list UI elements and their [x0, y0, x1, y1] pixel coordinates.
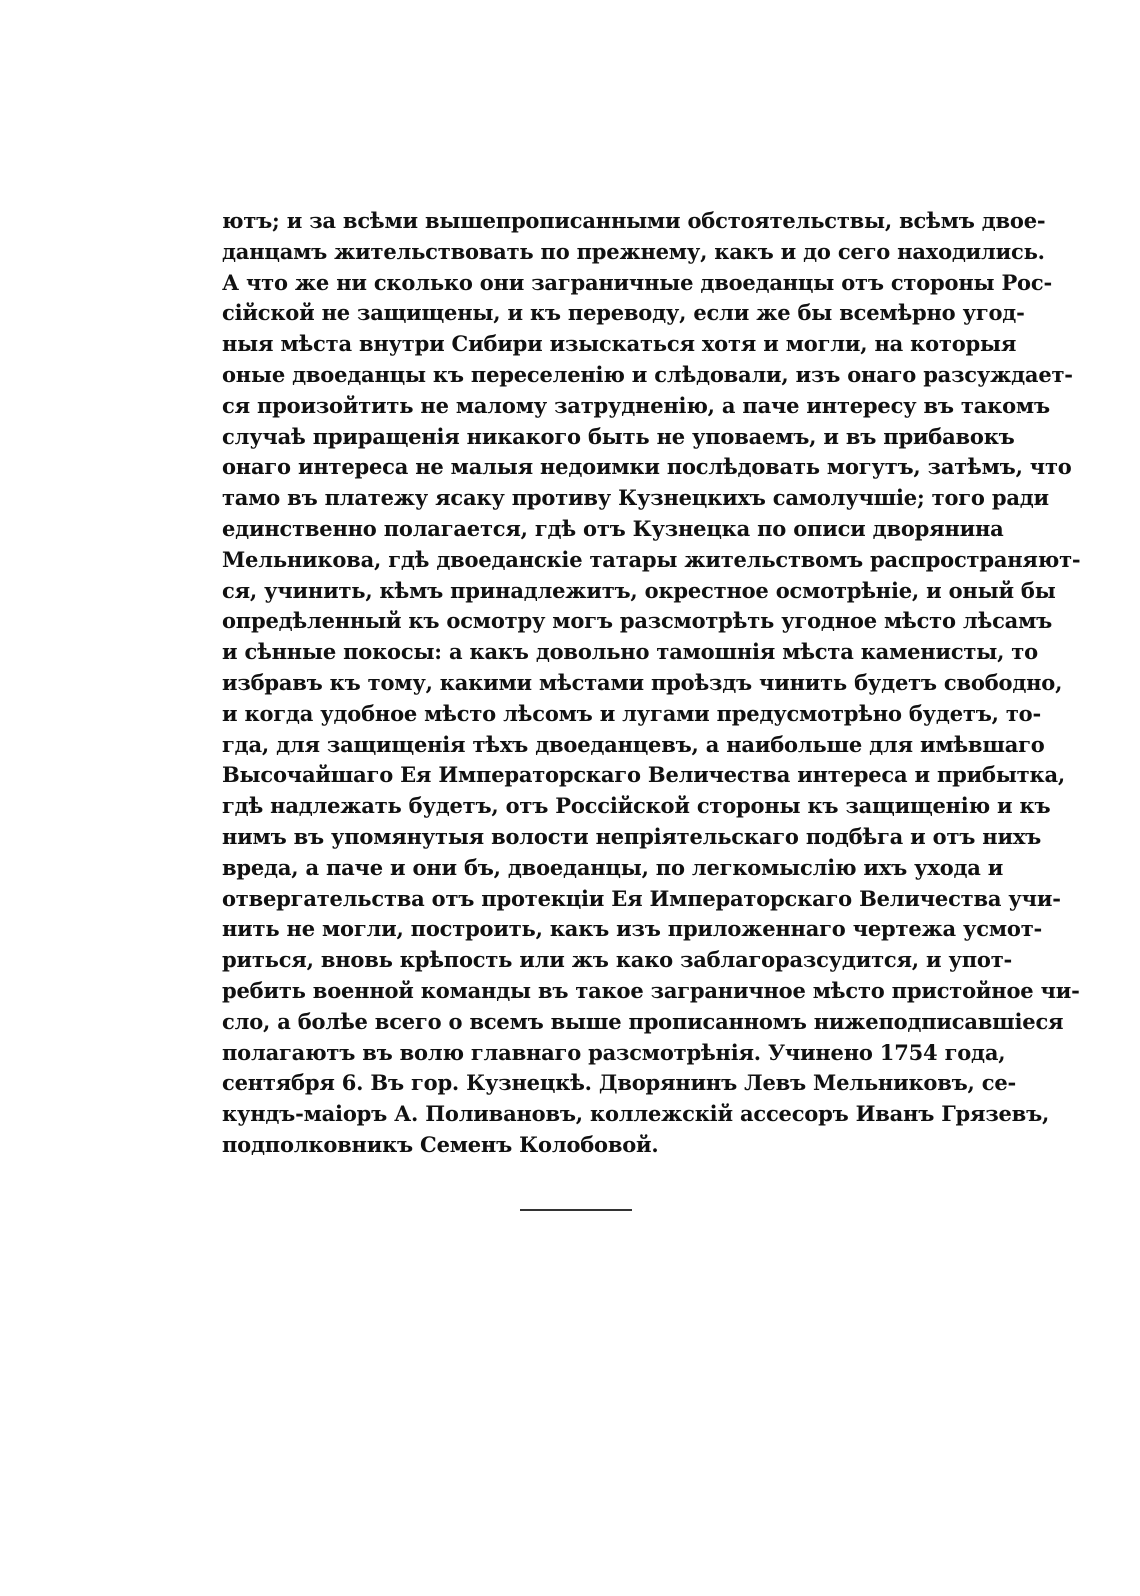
- text-line: гдѣ надлежать будетъ, отъ Россійской стороны къ защищенію и къ: [222, 793, 1051, 819]
- text-line: оные двоеданцы къ переселенію и слѣдовали, изъ онаго разсуждает-: [222, 361, 1073, 387]
- text-line: ютъ; и за всѣми вышепрописанными обстоятельствы, всѣмъ двое-: [222, 208, 1046, 233]
- text-line: гда, для защищенія тѣхъ двоеданцевъ, а наибольше для имѣвшаго: [222, 731, 1045, 757]
- text-line: единственно полагается, гдѣ отъ Кузнецка по описи дворянина: [222, 515, 1004, 541]
- text-line: А что же ни сколько они заграничные двоеданцы отъ стороны Рос-: [222, 269, 1052, 295]
- text-line: кундъ-маіоръ А. Поливановъ, коллежскій ассесоръ Иванъ Грязевъ,: [222, 1101, 1050, 1127]
- text-line: ныя мѣста внутри Сибири изыскаться хотя и могли, на которыя: [222, 331, 1017, 357]
- text-line: онаго интереса не малыя недоимки послѣдовать могутъ, затѣмъ, что: [222, 454, 1072, 480]
- text-line: опредѣленный къ осмотру могъ разсмотрѣть угодное мѣсто лѣсамъ: [222, 608, 1053, 634]
- text-line: ся произойтить не малому затрудненію, а паче интересу въ такомъ: [222, 392, 1050, 418]
- text-line: и сѣнные покосы: а какъ довольно тамошнія мѣста каменисты, то: [222, 639, 1038, 665]
- text-line: сло, а болѣе всего о всемъ выше прописанномъ нижеподписавшіеся: [222, 1008, 1064, 1034]
- text-line: сентября 6. Въ гор. Кузнецкѣ. Дворянинъ Левъ Мельниковъ, се-: [222, 1070, 1017, 1096]
- text-line: нимъ въ упомянутыя волости непріятельскаго подбѣга и отъ нихъ: [222, 823, 1042, 849]
- text-line: риться, вновь крѣпость или жъ како заблагоразсудится, и упот-: [222, 947, 1013, 973]
- document-body: [222, 206, 1081, 1161]
- text-line: случаѣ приращенія никакого быть не уповаемъ, и въ прибавокъ: [222, 423, 1015, 449]
- divider-rule: [520, 1209, 632, 1211]
- text-line: нить не могли, построить, какъ изъ приложеннаго чертежа усмот-: [222, 916, 1043, 942]
- text-line: вреда, а паче и они бъ, двоеданцы, по легкомыслію ихъ ухода и: [222, 854, 1004, 880]
- text-line: ребить военной команды въ такое заграничное мѣсто пристойное чи-: [222, 977, 1080, 1003]
- text-line: тамо въ платежу ясаку противу Кузнецкихъ самолучшіе; того ради: [222, 485, 1049, 511]
- text-line: Мельникова, гдѣ двоеданскіе татары жительствомъ распространяют-: [222, 546, 1081, 572]
- text-line: ся, учинить, кѣмъ принадлежитъ, окрестное осмотрѣніе, и оный бы: [222, 577, 1056, 603]
- text-line: Высочайшаго Ея Императорскаго Величества интереса и прибытка,: [222, 762, 1065, 788]
- text-line: избравъ къ тому, какими мѣстами проѣздъ чинить будетъ свободно,: [222, 669, 1063, 695]
- text-line: подполковникъ Семенъ Колобовой.: [222, 1131, 659, 1157]
- text-line: полагаютъ въ волю главнаго разсмотрѣнія. Учинено 1754 года,: [222, 1039, 1006, 1065]
- text-line: данцамъ жительствовать по прежнему, какъ и до сего находились.: [222, 238, 1045, 264]
- text-line: и когда удобное мѣсто лѣсомъ и лугами предусмотрѣно будетъ, то-: [222, 700, 1041, 726]
- text-line: сійской не защищены, и къ переводу, если же бы всемѣрно угод-: [222, 300, 1025, 326]
- text-line: отвергательства отъ протекціи Ея Императорскаго Величества учи-: [222, 885, 1061, 911]
